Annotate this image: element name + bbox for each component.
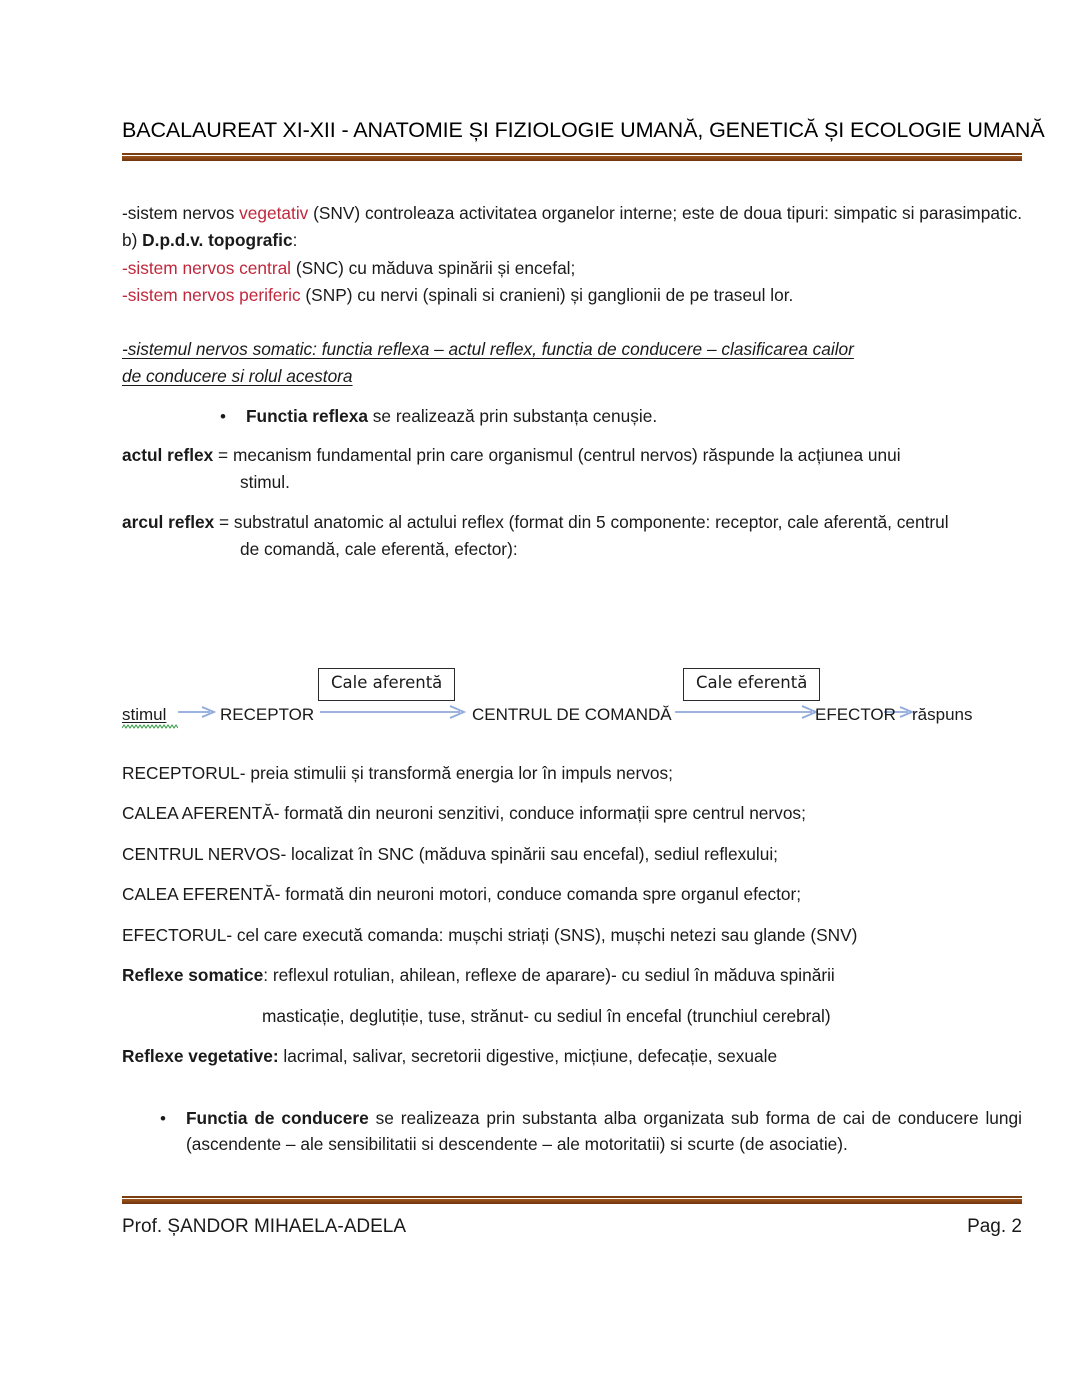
definition-efectorul: EFECTORUL- cel care execută comanda: mușchi striați (SNS), mușchi netezi sau glande (SNV)	[122, 924, 858, 945]
paragraph-actul-reflex-cont: stimul.	[240, 472, 290, 493]
diagram-label-raspuns: răspuns	[912, 705, 973, 724]
snc-rest: (SNC) cu măduva spinării și encefal;	[291, 257, 576, 278]
snp-keyword: -sistem nervos periferic	[122, 285, 301, 306]
functia-reflexa-bold: Functia reflexa	[246, 405, 368, 426]
actul-reflex-term: actul reflex	[122, 444, 214, 465]
document-body-lower	[122, 760, 1022, 1158]
section-heading-line1	[122, 336, 1022, 362]
definition-receptorul: RECEPTORUL- preia stimulii și transformă energia lor în impuls nervos;	[122, 763, 673, 783]
diagram-arrows	[122, 662, 1022, 740]
page-title: BACALAUREAT XI-XII - ANATOMIE ȘI FIZIOLOGIE UMANĂ, GENETICĂ ȘI ECOLOGIE UMANĂ	[122, 118, 1045, 142]
reflex-arc-diagram	[122, 662, 1022, 740]
paragraph-snc	[122, 255, 1022, 281]
snv-dash: -sistem nervos	[122, 203, 240, 223]
diagram-box-cale-eferenta: Cale eferentă	[683, 668, 820, 701]
diagram-label-receptor: RECEPTOR	[220, 705, 315, 724]
page-header	[122, 118, 1045, 161]
section-heading-line2	[122, 363, 1022, 389]
bullet-functia-reflexa-body	[246, 403, 1022, 429]
snp-rest: (SNP) cu nervi (spinali si cranieni) și ganglionii de pe traseul lor.	[300, 285, 794, 306]
definition-centrul-nervos: CENTRUL NERVOS- localizat în SNC (măduva spinării sau encefal), sediul reflexului;	[122, 843, 778, 864]
functia-conducere-rest: se realizeaza prin substanta alba organizata sub forma de cai de conducere lungi (ascendente – ale sensibilitatii si descendente – ale motoritatii) si scurte (de asociatie).	[186, 1107, 1022, 1155]
reflexe-somatice-term: Reflexe somatice	[122, 965, 264, 986]
diagram-label-efector: EFECTOR	[815, 705, 896, 724]
paragraph-reflexe-somatice-cont: masticație, deglutiție, tuse, strănut- cu sediul în encefal (trunchiul cerebral)	[262, 1005, 831, 1026]
reflexe-somatice-rest: : reflexul rotulian, ahilean, reflexe de aparare)- cu sediul în măduva spinării	[263, 965, 835, 986]
section-heading-text-1: -sistemul nervos somatic: functia reflexa – actul reflex, functia de conducere – clasificarea cailor	[122, 338, 854, 359]
footer-divider	[122, 1196, 1022, 1204]
topografic-bold: D.p.d.v. topografic	[142, 230, 293, 251]
paragraph-actul-reflex	[122, 442, 1022, 468]
definition-calea-eferenta: CALEA EFERENTĂ- formată din neuroni motori, conduce comanda spre organul efector;	[122, 884, 802, 905]
bullet-functia-de-conducere	[122, 1105, 1022, 1158]
section-heading-text-2: de conducere si rolul acestora	[122, 366, 353, 387]
bullet-icon-2: •	[160, 1108, 166, 1128]
diagram-box-cale-aferenta: Cale aferentă	[318, 668, 455, 701]
paragraph-snp	[122, 282, 1022, 308]
paragraph-reflexe-vegetative	[122, 1043, 1022, 1069]
footer-author: Prof. ȘANDOR MIHAELA-ADELA	[122, 1216, 407, 1237]
paragraph-snv	[122, 200, 1022, 226]
paragraph-arcul-reflex-cont: de comandă, cale eferentă, efector):	[240, 539, 518, 560]
reflexe-vegetative-rest: lacrimal, salivar, secretorii digestive, micțiune, defecație, sexuale	[278, 1046, 778, 1067]
functia-conducere-bold: Functia de conducere	[186, 1107, 369, 1128]
definition-calea-aferenta: CALEA AFERENTĂ- formată din neuroni senzitivi, conduce informații spre centrul nervos;	[122, 803, 806, 824]
header-divider	[122, 153, 1022, 161]
arcul-reflex-term: arcul reflex	[122, 511, 215, 532]
page-footer	[122, 1196, 1022, 1238]
document-body	[122, 200, 1022, 564]
arcul-reflex-definition: = substratul anatomic al actului reflex (format din 5 componente: receptor, cale aferentă, centrul	[214, 511, 949, 532]
paragraph-arcul-reflex	[122, 509, 1022, 535]
spellcheck-squiggle-icon	[122, 724, 178, 729]
footer-page-number: Pag. 2	[967, 1216, 1022, 1237]
snv-rest: (SNV) controleaza activitatea organelor interne; este de doua tipuri: simpatic si parasimpatic.	[308, 203, 1023, 223]
snc-keyword: -sistem nervos central	[122, 257, 292, 278]
diagram-label-centrul-de-comanda: CENTRUL DE COMANDĂ	[472, 705, 672, 724]
reflexe-vegetative-term: Reflexe vegetative:	[122, 1046, 279, 1067]
bullet-icon: •	[220, 406, 226, 426]
topografic-prefix: b)	[122, 230, 143, 251]
bullet-functia-reflexa	[122, 403, 1022, 430]
actul-reflex-definition: = mecanism fundamental prin care organismul (centrul nervos) răspunde la acțiunea unui	[213, 444, 901, 465]
paragraph-topografic	[122, 227, 1022, 253]
diagram-label-stimul: stimul	[122, 705, 167, 724]
paragraph-reflexe-somatice	[122, 962, 1022, 988]
bullet-functia-de-conducere-body	[186, 1105, 1022, 1158]
snv-keyword: vegetativ	[239, 203, 309, 223]
functia-reflexa-rest: se realizează prin substanța cenușie.	[367, 405, 658, 426]
topografic-suffix: :	[292, 230, 298, 251]
